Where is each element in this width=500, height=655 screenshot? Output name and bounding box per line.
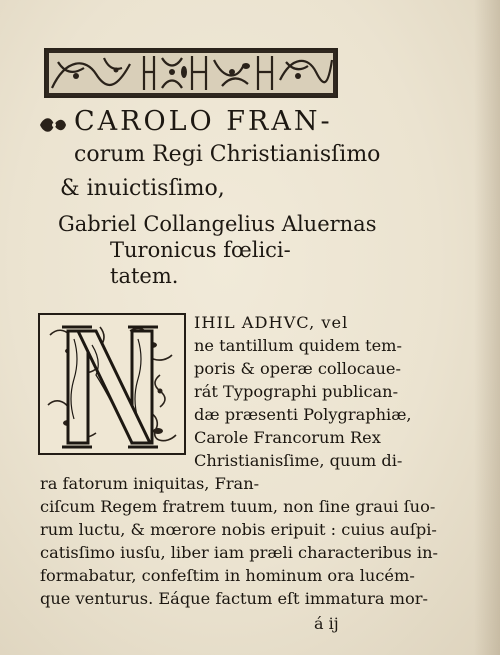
title-line-1: CAROLO FRAN- (74, 106, 333, 137)
body-line: rum luctu, & mœrore nobis eripuit : cuius auſpi- (40, 520, 437, 539)
title-line-3: & inuictisſimo, (60, 176, 225, 201)
body-line: poris & operæ collocaue- (194, 359, 401, 378)
title-line-4: Gabriel Collangelius Aluernas (58, 212, 377, 236)
body-line: catisſimo iusſu, liber iam præli characteribus in- (40, 543, 438, 562)
body-line: ra fatorum iniquitas, Fran- (40, 474, 260, 493)
title-line-5: Turonicus fœlici- (110, 238, 291, 262)
woodcut-headpiece (44, 48, 338, 98)
body-line: Christianisſime, quum di- (194, 451, 403, 470)
body-line: rát Typographi publican- (194, 382, 399, 401)
body-line: que venturus. Eáque factum eſt immatura mor- (40, 589, 428, 608)
body-line: formabatur, confeſtim in hominum ora lucém- (40, 566, 415, 585)
body-line: dæ præsenti Polygraphiæ, (194, 405, 412, 424)
signature-mark: á ij (314, 614, 339, 633)
body-line: ne tantillum quidem tem- (194, 336, 402, 355)
body-line: ciſcum Regem fratrem tuum, non ſine graui ſuo- (40, 497, 436, 516)
historiated-initial-N (38, 313, 186, 455)
leaf-fleuron-icon (38, 114, 68, 136)
title-line-2: corum Regi Christianisſimo (74, 142, 381, 167)
body-line: IHIL ADHVC, vel (194, 313, 349, 332)
title-line-6: tatem. (110, 264, 179, 288)
page-gutter-shadow (474, 0, 500, 655)
body-line: Carole Francorum Rex (194, 428, 381, 447)
